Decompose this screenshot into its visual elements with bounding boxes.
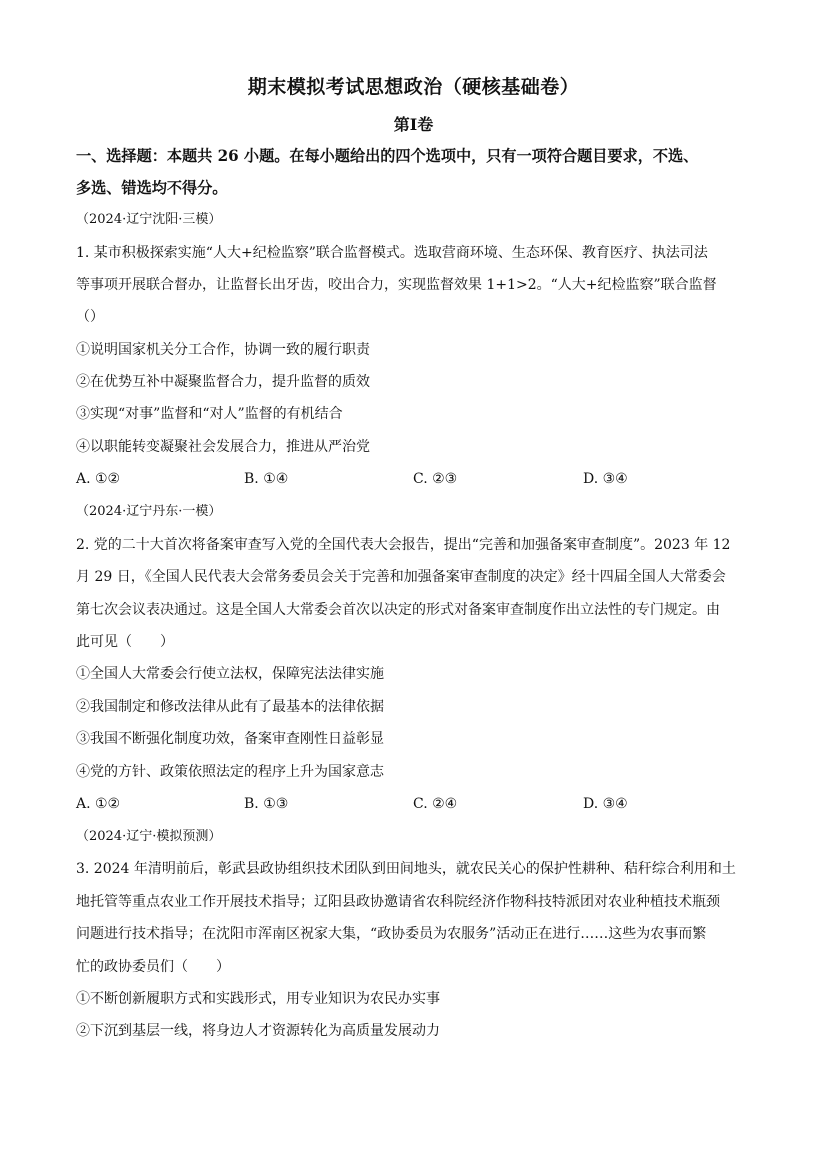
question-3-item: ②下沉到基层一线，将身边人才资源转化为高质量发展动力 bbox=[76, 1023, 440, 1039]
question-1-item: ④以职能转变凝聚社会发展合力，推进从严治党 bbox=[76, 439, 370, 455]
question-1-stem-line: 1. 某市积极探索实施“人大+纪检监察”联合监督模式。选取营商环境、生态环保、教育医疗、执法司法 bbox=[76, 245, 708, 261]
question-1-source: （2024·辽宁沈阳·三模） bbox=[76, 212, 222, 227]
question-1-option-a[interactable]: A. ①② bbox=[76, 471, 121, 487]
question-2-stem-line: 此可见（ ） bbox=[76, 634, 174, 650]
question-2-option-a[interactable]: A. ①② bbox=[76, 796, 121, 812]
question-2-item: ①全国人大常委会行使立法权，保障宪法法律实施 bbox=[76, 666, 384, 682]
question-2-item: ④党的方针、政策依照法定的程序上升为国家意志 bbox=[76, 764, 384, 780]
question-1-item: ③实现“对事”监督和“对人”监督的有机结合 bbox=[76, 406, 343, 422]
question-2-source: （2024·辽宁丹东·一模） bbox=[76, 504, 222, 519]
question-2-option-c[interactable]: C. ②④ bbox=[413, 796, 458, 812]
question-1-option-d[interactable]: D. ③④ bbox=[583, 471, 628, 487]
question-3-source: （2024·辽宁·模拟预测） bbox=[76, 829, 222, 844]
question-1-item: ②在优势互补中凝聚监督合力，提升监督的质效 bbox=[76, 374, 370, 390]
question-2-stem-line: 第七次会议表决通过。这是全国人大常委会首次以决定的形式对备案审查制度作出立法性的专门规定。由 bbox=[76, 602, 720, 618]
question-2-item: ②我国制定和修改法律从此有了最基本的法律依据 bbox=[76, 699, 384, 715]
question-2-option-d[interactable]: D. ③④ bbox=[583, 796, 628, 812]
question-1-item: ①说明国家机关分工合作，协调一致的履行职责 bbox=[76, 342, 370, 358]
question-2-item: ③我国不断强化制度功效，备案审查刚性日益彰显 bbox=[76, 731, 384, 747]
question-3-stem-line: 3. 2024 年清明前后，彰武县政协组织技术团队到田间地头，就农民关心的保护性耕种、秸秆综合利用和土 bbox=[76, 861, 736, 877]
question-3-stem-line: 忙的政协委员们（ ） bbox=[76, 959, 230, 975]
question-2-stem-line: 月 29 日，《全国人民代表大会常务委员会关于完善和加强备案审查制度的决定》经十四届全国人大常委会 bbox=[76, 569, 726, 585]
question-3-item: ①不断创新履职方式和实践形式，用专业知识为农民办实事 bbox=[76, 991, 440, 1007]
question-1-stem-line: （） bbox=[76, 309, 104, 325]
question-3-stem-line: 地托管等重点农业工作开展技术指导；辽阳县政协邀请省农科院经济作物科技特派团对农业种植技术瓶颈 bbox=[76, 894, 720, 910]
question-1-option-b[interactable]: B. ①④ bbox=[244, 471, 289, 487]
section-instructions-line-1: 一、选择题：本题共 26 小题。在每小题给出的四个选项中，只有一项符合题目要求，不选、 bbox=[76, 146, 699, 165]
question-2-option-b[interactable]: B. ①③ bbox=[244, 796, 289, 812]
exam-title: 期末模拟考试思想政治（硬核基础卷） bbox=[247, 76, 580, 98]
question-1-stem-line: 等事项开展联合督办，让监督长出牙齿，咬出合力，实现监督效果 1+1>2。“人大+纪检监察”联合监督 bbox=[76, 277, 717, 293]
question-3-stem-line: 问题进行技术指导；在沈阳市浑南区祝家大集，“政协委员为农服务”活动正在进行……这些为农事而繁 bbox=[76, 926, 707, 942]
volume-heading: 第Ⅰ卷 bbox=[393, 115, 434, 134]
question-2-stem-line: 2. 党的二十大首次将备案审查写入党的全国代表大会报告，提出“完善和加强备案审查制度”。2023 年 12 bbox=[76, 537, 731, 553]
section-instructions-line-2: 多选、错选均不得分。 bbox=[76, 178, 228, 197]
question-1-option-c[interactable]: C. ②③ bbox=[413, 471, 458, 487]
